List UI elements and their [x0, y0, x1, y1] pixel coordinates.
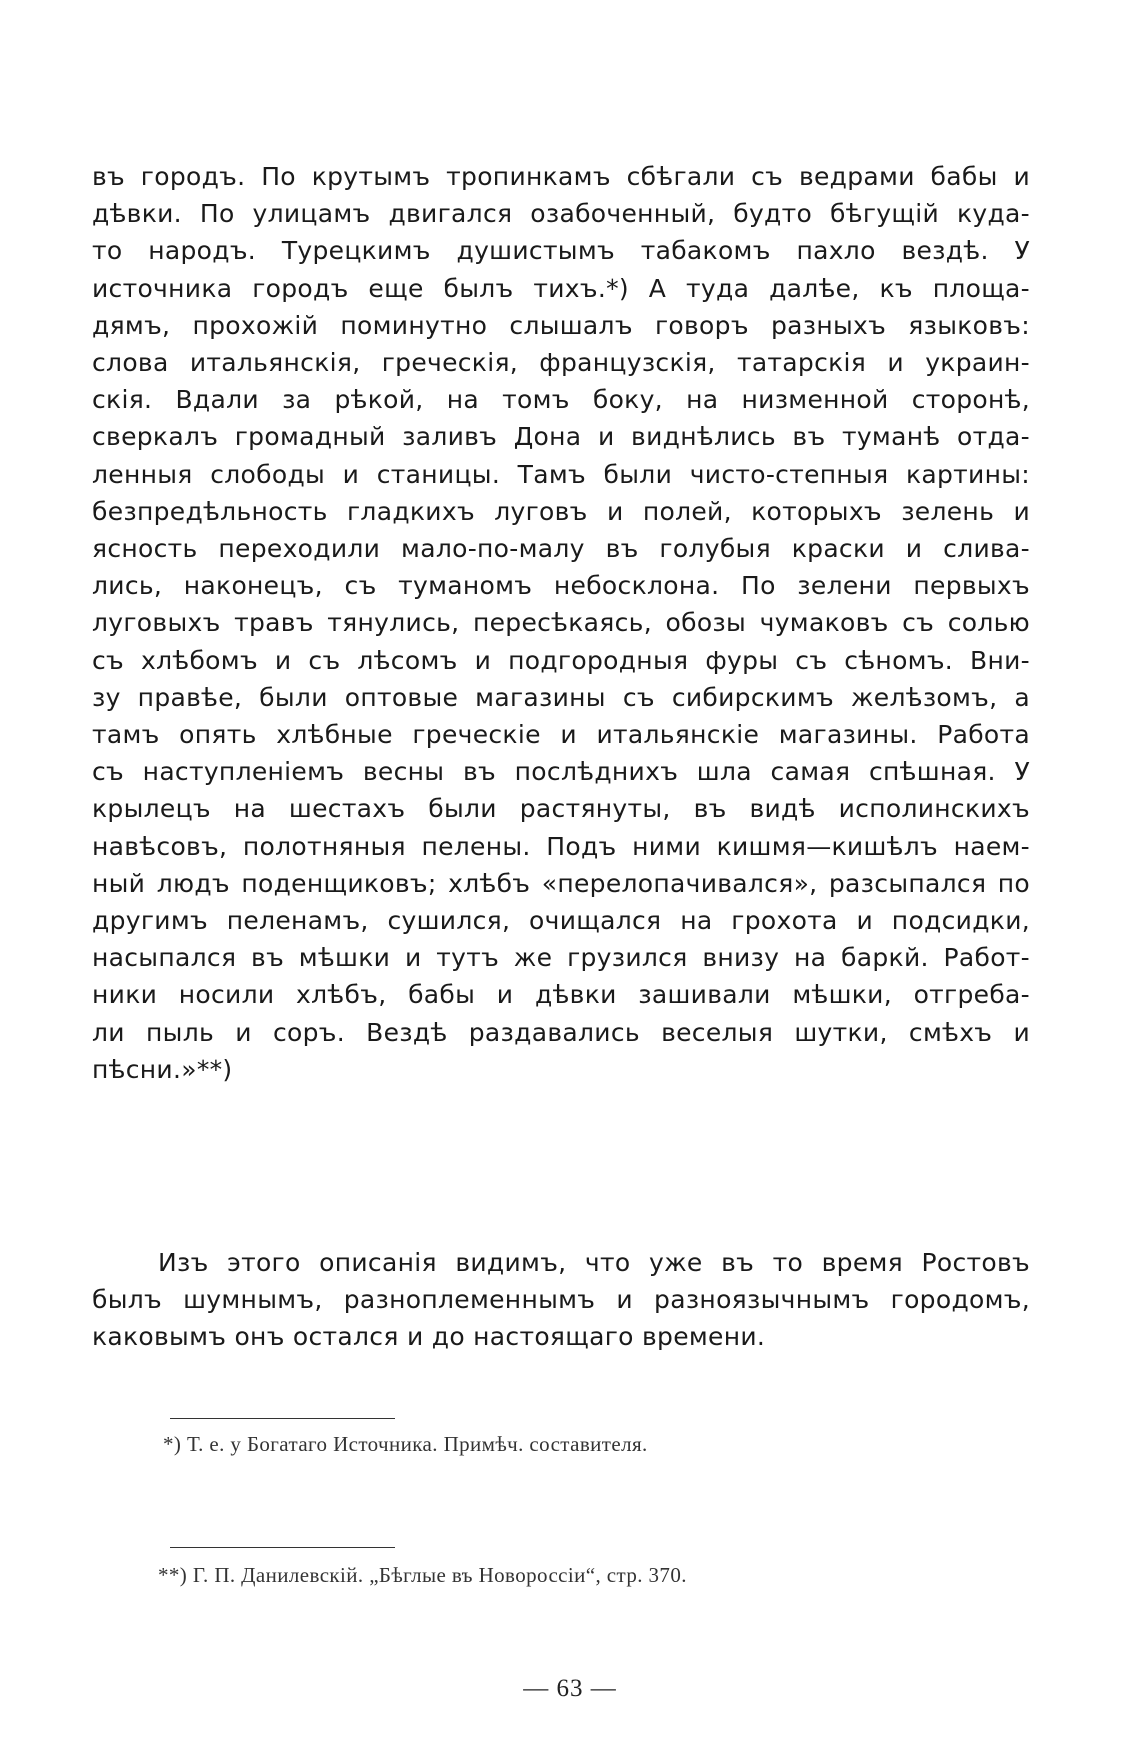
- text-line: пѣсни.»**): [92, 1054, 233, 1084]
- text-line: лись, наконецъ, съ туманомъ небосклона. По зелени первыхъ: [92, 571, 1030, 601]
- text-line: другимъ пеленамъ, сушился, очищался на грохота и подсидки,: [92, 906, 1030, 936]
- footnote-2: **) Г. П. Данилевскій. „Бѣглые въ Новороссіи“, стр. 370.: [158, 1563, 687, 1587]
- text-line: насыпался въ мѣшки и тутъ же грузился внизу на баркй. Работ-: [92, 943, 1030, 973]
- text-line: въ городъ. По крутымъ тропинкамъ сбѣгали съ ведрами бабы и: [92, 162, 1030, 191]
- text-line: дѣвки. По улицамъ двигался озабоченный, будто бѣгущій куда-: [92, 199, 1030, 229]
- text-line: былъ шумнымъ, разноплеменнымъ и разноязычнымъ городомъ,: [92, 1285, 1030, 1315]
- main-paragraph: [92, 158, 1030, 1088]
- text-line: съ наступленіемъ весны въ послѣднихъ шла самая спѣшная. У: [92, 757, 1030, 787]
- text-line: дямъ, прохожій поминутно слышалъ говоръ разныхъ языковъ:: [92, 310, 1030, 340]
- text-line: безпредѣльность гладкихъ луговъ и полей, которыхъ зелень и: [92, 496, 1030, 526]
- text-line: слова итальянскія, греческія, французскія, татарскія и украин-: [92, 348, 1030, 378]
- text-line: ясность переходили мало-по-малу въ голубыя краски и слива-: [92, 534, 1030, 564]
- footnote-separator-1: [170, 1418, 395, 1419]
- text-line: тамъ опять хлѣбные греческіе и итальянскіе магазины. Работа: [92, 720, 1030, 750]
- text-line: крылецъ на шестахъ были растянуты, въ видѣ исполинскихъ: [92, 794, 1030, 824]
- text-line: скія. Вдали за рѣкой, на томъ боку, на низменной сторонѣ,: [92, 385, 1030, 415]
- footnote-1: *) Т. е. у Богатаго Источника. Примѣч. составителя.: [163, 1432, 648, 1456]
- text-line: ленныя слободы и станицы. Тамъ были чисто-степныя картины:: [92, 459, 1030, 489]
- text-line: сверкалъ громадный заливъ Дона и виднѣлись въ туманѣ отда-: [92, 422, 1030, 452]
- text-line: ники носили хлѣбъ, бабы и дѣвки зашивали мѣшки, отгреба-: [92, 980, 1030, 1010]
- closing-paragraph: [92, 1244, 1030, 1356]
- text-line: съ хлѣбомъ и съ лѣсомъ и подгородныя фуры съ сѣномъ. Вни-: [92, 645, 1030, 675]
- page-number: — 63 —: [523, 1675, 617, 1702]
- text-line: Изъ этого описанія видимъ, что уже въ то время Ростовъ: [158, 1248, 1030, 1277]
- text-line: каковымъ онъ остался и до настоящаго времени.: [92, 1322, 766, 1352]
- text-line: ный людъ поденщиковъ; хлѣбъ «перелопачивался», разсыпался по: [92, 868, 1030, 898]
- text-line: зу правѣе, были оптовые магазины съ сибирскимъ желѣзомъ, а: [92, 682, 1030, 712]
- text-line: навѣсовъ, полотняныя пелены. Подъ ними кишмя—кишѣлъ наем-: [92, 831, 1030, 861]
- text-line: луговыхъ травъ тянулись, пересѣкаясь, обозы чумаковъ съ солью: [92, 608, 1030, 638]
- text-line: то народъ. Турецкимъ душистымъ табакомъ пахло вездѣ. У: [92, 236, 1030, 266]
- text-line: источника городъ еще былъ тихъ.*) А туда далѣе, къ площа-: [92, 273, 1030, 303]
- text-line: ли пыль и соръ. Вездѣ раздавались веселыя шутки, смѣхъ и: [92, 1017, 1030, 1047]
- footnote-separator-2: [170, 1547, 395, 1548]
